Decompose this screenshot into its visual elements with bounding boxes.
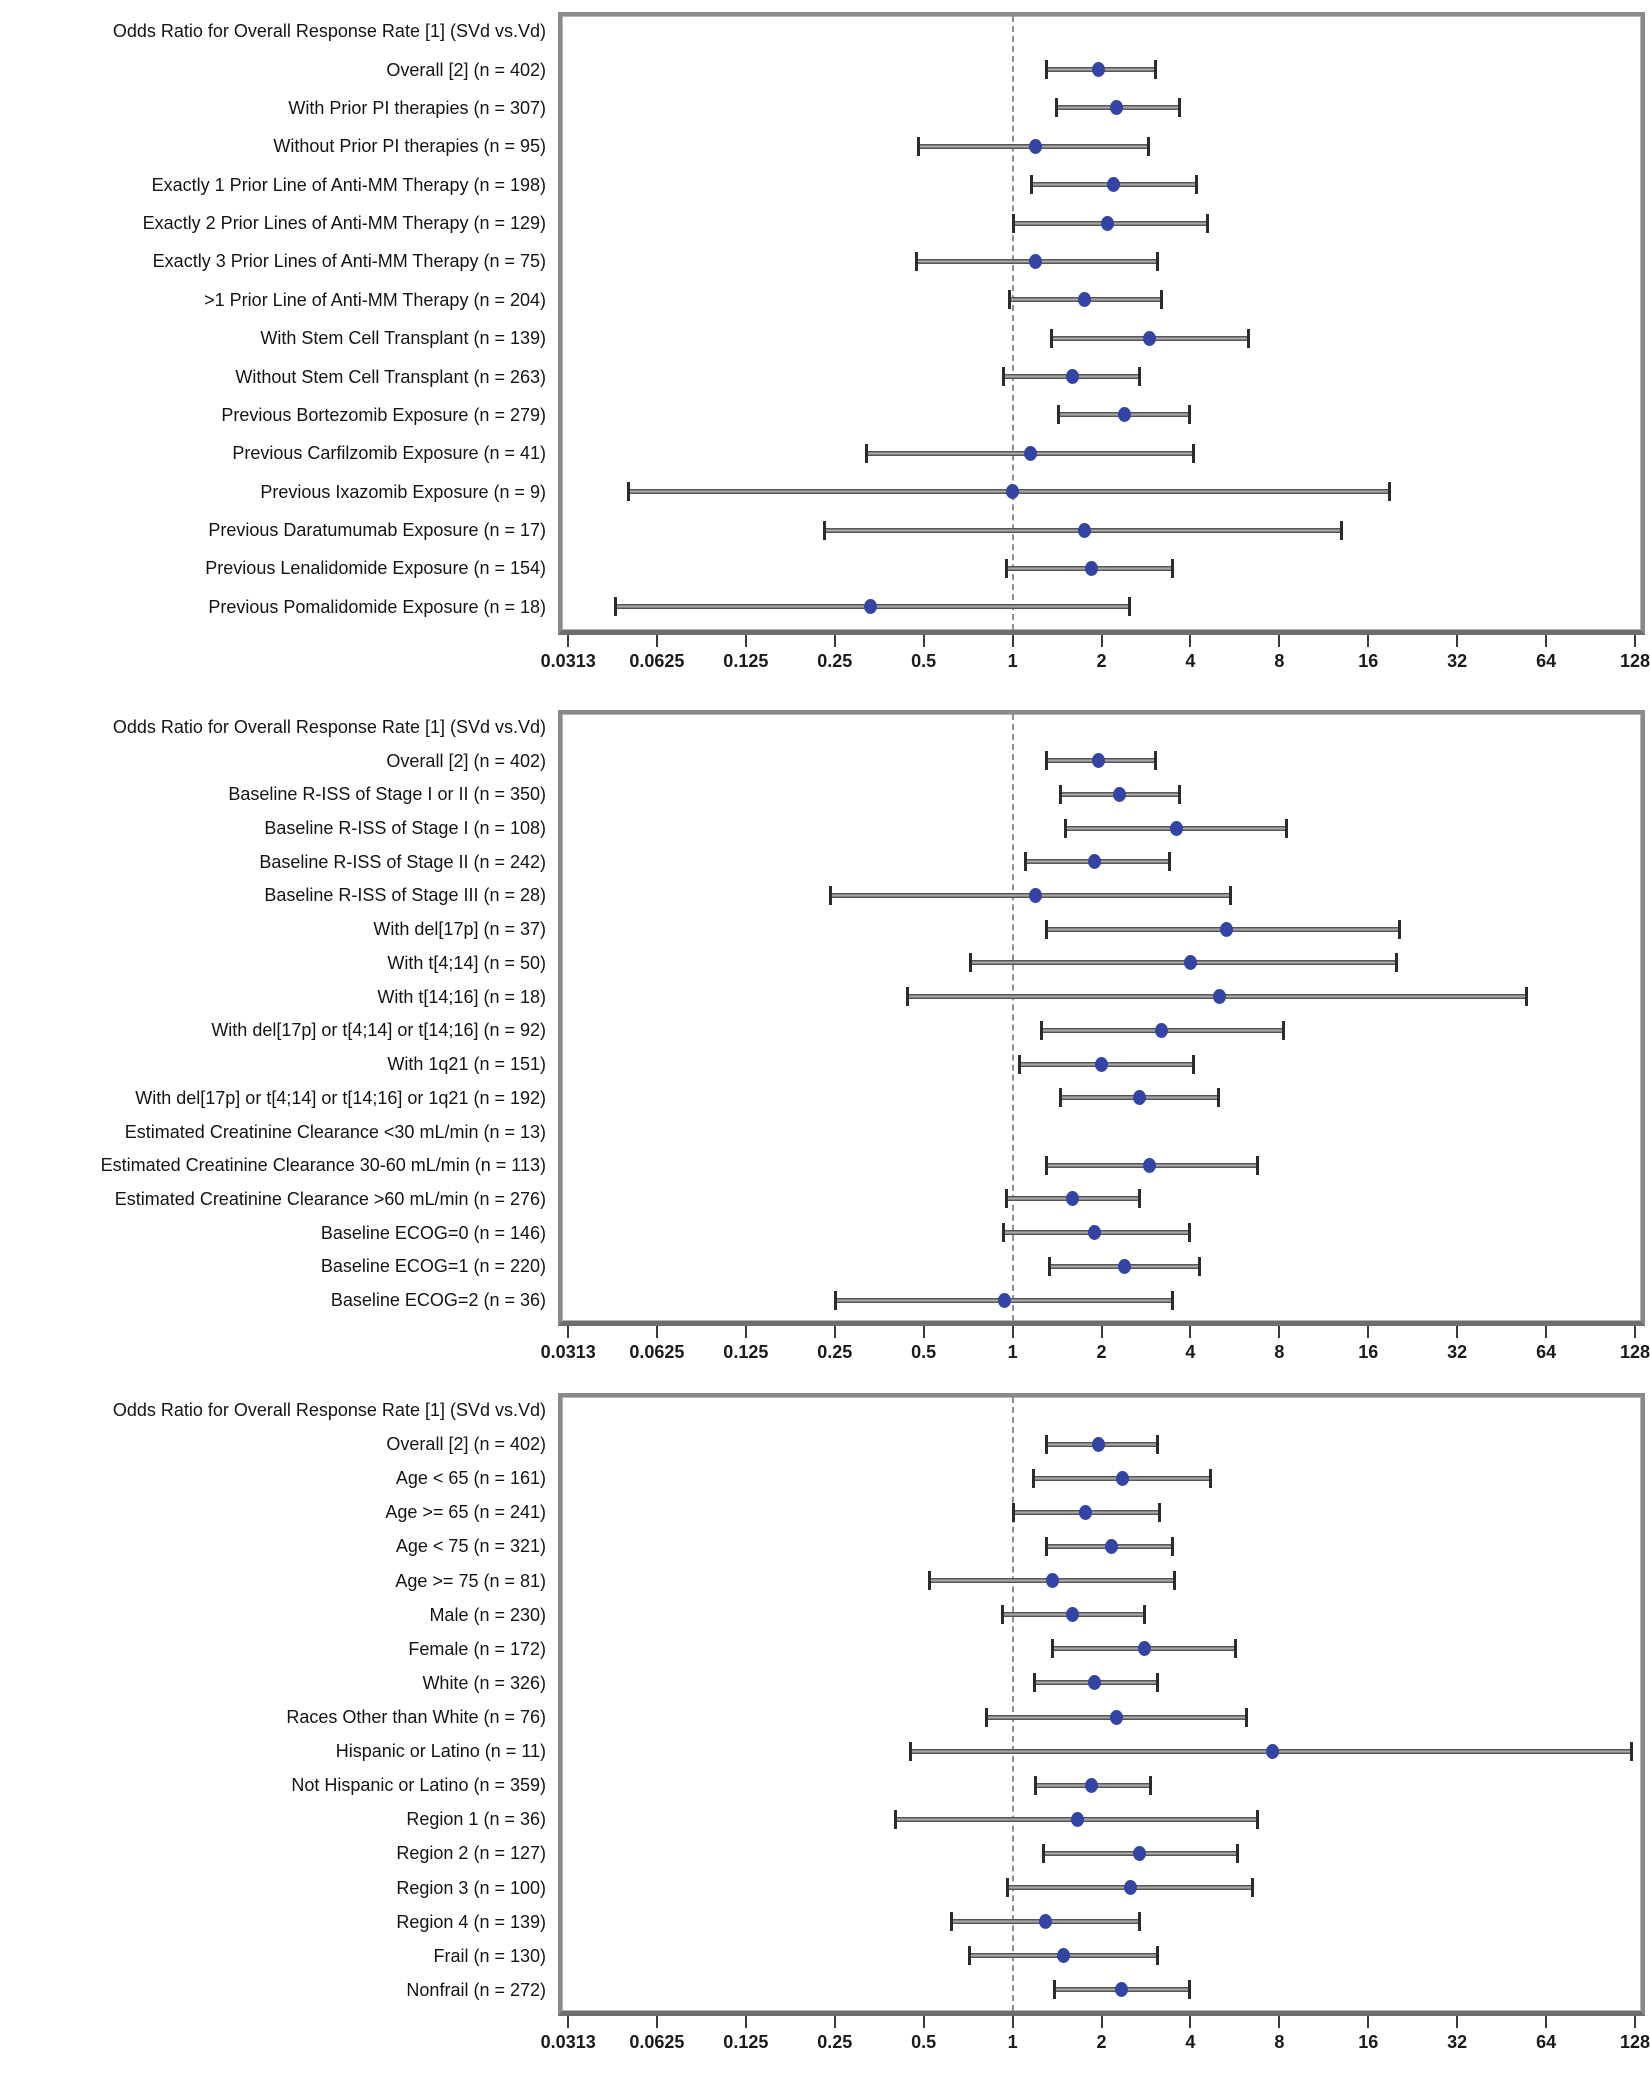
or-dot <box>1155 1023 1168 1038</box>
row-label: Age < 65 (n = 161) <box>395 1468 546 1489</box>
ci-cap-high <box>1282 1021 1285 1040</box>
ci-cap-low <box>1053 1980 1056 1999</box>
ci-cap-low <box>1059 785 1062 804</box>
row-label: Not Hispanic or Latino (n = 359) <box>291 1775 546 1796</box>
row-label: Baseline ECOG=1 (n = 220) <box>320 1256 546 1277</box>
ci-cap-high <box>1156 1673 1159 1692</box>
ci-cap-high <box>1229 886 1232 905</box>
x-tick <box>567 635 569 647</box>
ci-cap-low <box>1024 852 1027 871</box>
ci-cap-high <box>1398 920 1401 939</box>
x-tick <box>567 1326 569 1338</box>
x-tick-label: 2 <box>1096 651 1107 671</box>
or-dot <box>1133 1090 1146 1105</box>
ci-cap-high <box>1236 1844 1239 1863</box>
ci-cap-high <box>1188 405 1191 424</box>
or-dot <box>1029 254 1042 269</box>
x-tick <box>745 1326 747 1338</box>
x-tick-label: 64 <box>1536 2031 1557 2052</box>
x-tick-label: 8 <box>1274 651 1285 671</box>
row-label: Region 3 (n = 100) <box>396 1877 546 1898</box>
or-dot <box>1138 1641 1151 1656</box>
x-tick-label: 4 <box>1185 651 1196 671</box>
or-dot <box>1029 139 1042 154</box>
row-label: Baseline ECOG=0 (n = 146) <box>320 1222 546 1243</box>
x-tick-label: 0.0313 <box>540 651 596 671</box>
or-dot <box>864 599 877 614</box>
or-dot <box>1029 888 1042 903</box>
x-tick <box>745 2016 747 2028</box>
or-dot <box>1110 100 1123 115</box>
plot-area <box>558 12 1645 635</box>
x-tick-label: 16 <box>1358 1341 1379 1362</box>
ci-cap-low <box>969 953 972 972</box>
ci-cap-high <box>1160 290 1163 309</box>
x-tick-label: 0.125 <box>723 651 769 671</box>
ci-cap-low <box>1045 920 1048 939</box>
or-dot <box>1092 753 1105 768</box>
ci-cap-high <box>1395 953 1398 972</box>
or-dot <box>1170 821 1183 836</box>
ci-cap-high <box>1251 1878 1254 1897</box>
or-dot <box>1078 292 1091 307</box>
ci-cap-high <box>1138 1912 1141 1931</box>
row-label: With del[17p] (n = 37) <box>373 919 546 940</box>
ci-cap-high <box>1630 1742 1633 1761</box>
or-dot <box>1133 1846 1146 1861</box>
ci-cap-high <box>1171 559 1174 578</box>
row-label: Female (n = 172) <box>408 1638 546 1659</box>
ci-cap-high <box>1209 1469 1212 1488</box>
x-tick-label: 0.5 <box>911 2031 937 2052</box>
ci-cap-high <box>1171 1291 1174 1310</box>
x-tick-label: 128 <box>1619 1341 1650 1362</box>
ci-cap-low <box>614 597 617 616</box>
x-tick-label: 0.5 <box>911 651 937 671</box>
row-label: Age >= 65 (n = 241) <box>385 1502 546 1523</box>
row-label: Exactly 3 Prior Lines of Anti-MM Therapy (n = 75) <box>152 251 546 272</box>
ci-cap-high <box>1143 1605 1146 1624</box>
row-label: Baseline ECOG=2 (n = 36) <box>330 1290 546 1311</box>
ci-cap-low <box>1050 329 1053 348</box>
x-tick-label: 0.25 <box>817 2031 853 2052</box>
ci-cap-low <box>627 482 630 501</box>
ci-cap-low <box>1040 1021 1043 1040</box>
x-tick-label: 16 <box>1358 651 1379 671</box>
or-dot <box>1118 407 1131 422</box>
x-tick-label: 2 <box>1096 2031 1107 2052</box>
row-label: Overall [2] (n = 402) <box>386 1434 546 1455</box>
x-tick <box>745 635 747 647</box>
row-label: Nonfrail (n = 272) <box>406 1979 546 2000</box>
ci-cap-low <box>906 987 909 1006</box>
ci-cap-low <box>1064 819 1067 838</box>
row-label: Exactly 2 Prior Lines of Anti-MM Therapy (n = 129) <box>142 213 546 234</box>
ci-cap-low <box>1012 1503 1015 1522</box>
x-tick <box>1634 2016 1636 2028</box>
ci-cap-low <box>1045 60 1048 79</box>
ci-cap-high <box>1525 987 1528 1006</box>
x-tick-label: 0.0313 <box>540 1341 596 1362</box>
ci-cap-low <box>1034 1776 1037 1795</box>
row-label: Baseline R-ISS of Stage III (n = 28) <box>264 885 546 906</box>
x-tick-label: 0.125 <box>723 2031 769 2052</box>
x-tick-label: 0.25 <box>817 1341 853 1362</box>
or-dot <box>1066 1607 1079 1622</box>
row-label: Previous Bortezomib Exposure (n = 279) <box>221 404 546 425</box>
ci-cap-low <box>1005 559 1008 578</box>
or-dot <box>1105 1539 1118 1554</box>
x-tick-label: 1 <box>1007 1341 1018 1362</box>
x-tick <box>923 1326 925 1338</box>
x-tick <box>1456 635 1458 647</box>
row-label: Races Other than White (n = 76) <box>286 1707 546 1728</box>
or-dot <box>1116 1471 1129 1486</box>
ci-cap-high <box>1158 1503 1161 1522</box>
ci-cap-low <box>1055 98 1058 117</box>
or-dot <box>1085 1778 1098 1793</box>
ci-cap-low <box>1033 1673 1036 1692</box>
x-tick-label: 8 <box>1274 1341 1285 1362</box>
row-label: Region 4 (n = 139) <box>396 1911 546 1932</box>
panel-title: Odds Ratio for Overall Response Rate [1] (SVd vs.Vd) <box>112 21 546 42</box>
row-label: With t[4;14] (n = 50) <box>387 952 546 973</box>
row-label: Estimated Creatinine Clearance <30 mL/min (n = 13) <box>124 1121 546 1142</box>
x-tick <box>1101 635 1103 647</box>
forest-panel-2 <box>0 698 1650 1381</box>
or-dot <box>1095 1057 1108 1072</box>
x-tick-label: 16 <box>1358 2031 1379 2052</box>
ci-cap-low <box>834 1291 837 1310</box>
x-tick <box>1101 1326 1103 1338</box>
ci-cap-low <box>917 137 920 156</box>
x-tick-label: 0.25 <box>817 651 853 671</box>
or-dot <box>1115 1982 1128 1997</box>
or-dot <box>1124 1880 1137 1895</box>
x-tick <box>1545 635 1547 647</box>
or-dot <box>1088 1675 1101 1690</box>
row-label: Region 1 (n = 36) <box>406 1809 546 1830</box>
x-tick <box>1367 2016 1369 2028</box>
x-tick-label: 8 <box>1274 2031 1285 2052</box>
ci-cap-low <box>1030 175 1033 194</box>
row-label: Previous Daratumumab Exposure (n = 17) <box>208 520 546 541</box>
ci-cap-low <box>1045 751 1048 770</box>
or-dot <box>1092 62 1105 77</box>
ci-cap-low <box>1045 1435 1048 1454</box>
or-dot <box>1184 955 1197 970</box>
x-tick-label: 0.0625 <box>629 2031 685 2052</box>
or-dot <box>1066 1191 1079 1206</box>
ci-cap-low <box>829 886 832 905</box>
forest-panel-1 <box>0 0 1650 692</box>
ci-cap-high <box>1128 597 1131 616</box>
or-dot <box>1110 1710 1123 1725</box>
row-label: Previous Carfilzomib Exposure (n = 41) <box>232 443 546 464</box>
ci-cap-high <box>1147 137 1150 156</box>
plot-area <box>558 710 1645 1326</box>
x-tick-label: 0.5 <box>911 1341 937 1362</box>
row-label: Previous Pomalidomide Exposure (n = 18) <box>208 596 546 617</box>
row-label: Baseline R-ISS of Stage I (n = 108) <box>264 818 546 839</box>
plot-area <box>558 1393 1645 2016</box>
ci-cap-high <box>1178 785 1181 804</box>
ci-cap-low <box>909 1742 912 1761</box>
ci-cap-high <box>1195 175 1198 194</box>
x-tick <box>1278 2016 1280 2028</box>
x-tick <box>923 2016 925 2028</box>
ci-cap-high <box>1171 1537 1174 1556</box>
ci-cap-high <box>1156 1946 1159 1965</box>
ci-cap-high <box>1138 367 1141 386</box>
row-label: Estimated Creatinine Clearance >60 mL/min (n = 276) <box>114 1188 546 1209</box>
ci-cap-low <box>1045 1156 1048 1175</box>
x-tick-label: 0.0625 <box>629 651 685 671</box>
row-label: With Prior PI therapies (n = 307) <box>288 97 546 118</box>
ci-cap-high <box>1340 521 1343 540</box>
ci-cap-high <box>1156 1435 1159 1454</box>
or-dot <box>1088 854 1101 869</box>
or-dot <box>1066 369 1079 384</box>
ci-cap-high <box>1138 1189 1141 1208</box>
x-tick <box>1456 2016 1458 2028</box>
ci-cap-low <box>865 444 868 463</box>
x-tick-label: 128 <box>1619 651 1650 671</box>
ci-cap-high <box>1192 1055 1195 1074</box>
ci-cap-high <box>1188 1223 1191 1242</box>
or-dot <box>998 1293 1011 1308</box>
ci-cap-low <box>1005 1189 1008 1208</box>
x-tick <box>1545 2016 1547 2028</box>
x-tick <box>1634 635 1636 647</box>
row-label: Male (n = 230) <box>429 1604 546 1625</box>
or-dot <box>1079 1505 1092 1520</box>
row-label: White (n = 326) <box>422 1672 546 1693</box>
row-label: Overall [2] (n = 402) <box>386 59 546 80</box>
row-label: Previous Lenalidomide Exposure (n = 154) <box>205 558 546 579</box>
row-label: With 1q21 (n = 151) <box>387 1054 546 1075</box>
x-tick <box>1367 635 1369 647</box>
x-tick <box>1189 2016 1191 2028</box>
ci-cap-high <box>1256 1156 1259 1175</box>
row-label: Hispanic or Latino (n = 11) <box>335 1741 546 1762</box>
ci-cap-low <box>915 252 918 271</box>
row-label: Overall [2] (n = 402) <box>386 750 546 771</box>
x-tick-label: 128 <box>1619 2031 1650 2052</box>
ci-cap-high <box>1256 1810 1259 1829</box>
or-dot <box>1078 523 1091 538</box>
ci-cap-high <box>1154 751 1157 770</box>
ci-cap-high <box>1168 852 1171 871</box>
x-tick <box>1278 1326 1280 1338</box>
x-tick <box>1189 635 1191 647</box>
x-tick <box>1456 1326 1458 1338</box>
row-label: Baseline R-ISS of Stage I or II (n = 350) <box>228 784 546 805</box>
or-dot <box>1071 1812 1084 1827</box>
ci-cap-high <box>1192 444 1195 463</box>
ci-cap-high <box>1234 1639 1237 1658</box>
or-dot <box>1088 1225 1101 1240</box>
ci-cap-low <box>1059 1088 1062 1107</box>
ci-cap-high <box>1178 98 1181 117</box>
x-tick <box>1189 1326 1191 1338</box>
or-dot <box>1107 177 1120 192</box>
ci-cap-high <box>1156 252 1159 271</box>
x-tick <box>656 2016 658 2028</box>
ci-cap-high <box>1245 1708 1248 1727</box>
ci-cap-high <box>1285 819 1288 838</box>
x-tick-label: 1 <box>1007 651 1018 671</box>
ci-cap-low <box>1006 1878 1009 1897</box>
x-tick-label: 64 <box>1536 651 1557 671</box>
x-tick-label: 32 <box>1447 2031 1468 2052</box>
ci-cap-low <box>1018 1055 1021 1074</box>
x-tick <box>1545 1326 1547 1338</box>
reference-line <box>1012 16 1014 630</box>
x-tick <box>1634 1326 1636 1338</box>
row-label: With del[17p] or t[4;14] or t[14;16] (n = 92) <box>211 1020 546 1041</box>
or-dot <box>1039 1914 1052 1929</box>
x-tick-label: 4 <box>1185 2031 1196 2052</box>
forest-panel-3 <box>0 1381 1650 2076</box>
x-tick <box>1101 2016 1103 2028</box>
x-tick <box>834 635 836 647</box>
row-label: Baseline R-ISS of Stage II (n = 242) <box>259 851 546 872</box>
ci-cap-low <box>894 1810 897 1829</box>
ci-cap-high <box>1188 1980 1191 1999</box>
ci-cap-low <box>1002 1223 1005 1242</box>
row-label: Without Prior PI therapies (n = 95) <box>273 136 546 157</box>
x-tick <box>923 635 925 647</box>
ci-cap-low <box>950 1912 953 1931</box>
x-tick-label: 0.0313 <box>540 2031 596 2052</box>
ci-cap-low <box>1012 214 1015 233</box>
ci-cap-high <box>1149 1776 1152 1795</box>
ci-cap-low <box>1051 1639 1054 1658</box>
ci-cap-high <box>1388 482 1391 501</box>
x-tick-label: 64 <box>1536 1341 1557 1362</box>
or-dot <box>1213 989 1226 1004</box>
row-label: Exactly 1 Prior Line of Anti-MM Therapy (n = 198) <box>151 174 546 195</box>
ci-cap-low <box>1045 1537 1048 1556</box>
or-dot <box>1266 1744 1279 1759</box>
x-tick <box>1012 1326 1014 1338</box>
ci-cap-low <box>1002 367 1005 386</box>
x-tick-label: 2 <box>1096 1341 1107 1362</box>
or-dot <box>1006 484 1019 499</box>
or-dot <box>1092 1437 1105 1452</box>
row-label: Estimated Creatinine Clearance 30-60 mL/min (n = 113) <box>100 1155 546 1176</box>
ci-cap-high <box>1247 329 1250 348</box>
ci-cap-high <box>1173 1571 1176 1590</box>
ci-cap-high <box>1154 60 1157 79</box>
row-label: >1 Prior Line of Anti-MM Therapy (n = 204) <box>204 289 546 310</box>
panel-title: Odds Ratio for Overall Response Rate [1] (SVd vs.Vd) <box>112 1400 546 1421</box>
or-dot <box>1220 922 1233 937</box>
or-dot <box>1057 1948 1070 1963</box>
x-tick <box>834 2016 836 2028</box>
x-tick-label: 0.125 <box>723 1341 769 1362</box>
row-label: Frail (n = 130) <box>433 1945 546 1966</box>
row-label: With t[14;16] (n = 18) <box>377 986 546 1007</box>
ci-cap-high <box>1198 1257 1201 1276</box>
row-label: Previous Ixazomib Exposure (n = 9) <box>260 481 546 502</box>
ci-cap-low <box>985 1708 988 1727</box>
x-tick <box>656 1326 658 1338</box>
x-tick <box>567 2016 569 2028</box>
ci-cap-low <box>1048 1257 1051 1276</box>
ci-cap-low <box>928 1571 931 1590</box>
x-tick <box>834 1326 836 1338</box>
x-tick <box>1012 635 1014 647</box>
x-tick-label: 1 <box>1007 2031 1018 2052</box>
ci-cap-low <box>823 521 826 540</box>
row-label: Age >= 75 (n = 81) <box>395 1570 546 1591</box>
or-dot <box>1143 331 1156 346</box>
ci-cap-low <box>1008 290 1011 309</box>
ci-cap-low <box>1057 405 1060 424</box>
ci-cap-high <box>1206 214 1209 233</box>
ci-cap-low <box>968 1946 971 1965</box>
x-tick <box>1367 1326 1369 1338</box>
row-label: Without Stem Cell Transplant (n = 263) <box>235 366 546 387</box>
or-dot <box>1113 787 1126 802</box>
x-tick-label: 4 <box>1185 1341 1196 1362</box>
x-tick <box>1012 2016 1014 2028</box>
row-label: Age < 75 (n = 321) <box>395 1536 546 1557</box>
panel-title: Odds Ratio for Overall Response Rate [1] (SVd vs.Vd) <box>112 716 546 737</box>
or-dot <box>1046 1573 1059 1588</box>
row-label: Region 2 (n = 127) <box>396 1843 546 1864</box>
x-tick-label: 0.0625 <box>629 1341 685 1362</box>
or-dot <box>1143 1158 1156 1173</box>
or-dot <box>1118 1259 1131 1274</box>
x-tick-label: 32 <box>1447 1341 1468 1362</box>
ci-cap-low <box>1032 1469 1035 1488</box>
x-tick <box>1278 635 1280 647</box>
or-dot <box>1101 216 1114 231</box>
row-label: With del[17p] or t[4;14] or t[14;16] or 1q21 (n = 192) <box>135 1087 546 1108</box>
ci-cap-low <box>1042 1844 1045 1863</box>
row-label: With Stem Cell Transplant (n = 139) <box>260 328 546 349</box>
x-tick <box>656 635 658 647</box>
ci-cap-low <box>1001 1605 1004 1624</box>
x-tick-label: 32 <box>1447 651 1468 671</box>
or-dot <box>1085 561 1098 576</box>
ci-cap-high <box>1217 1088 1220 1107</box>
or-dot <box>1024 446 1037 461</box>
